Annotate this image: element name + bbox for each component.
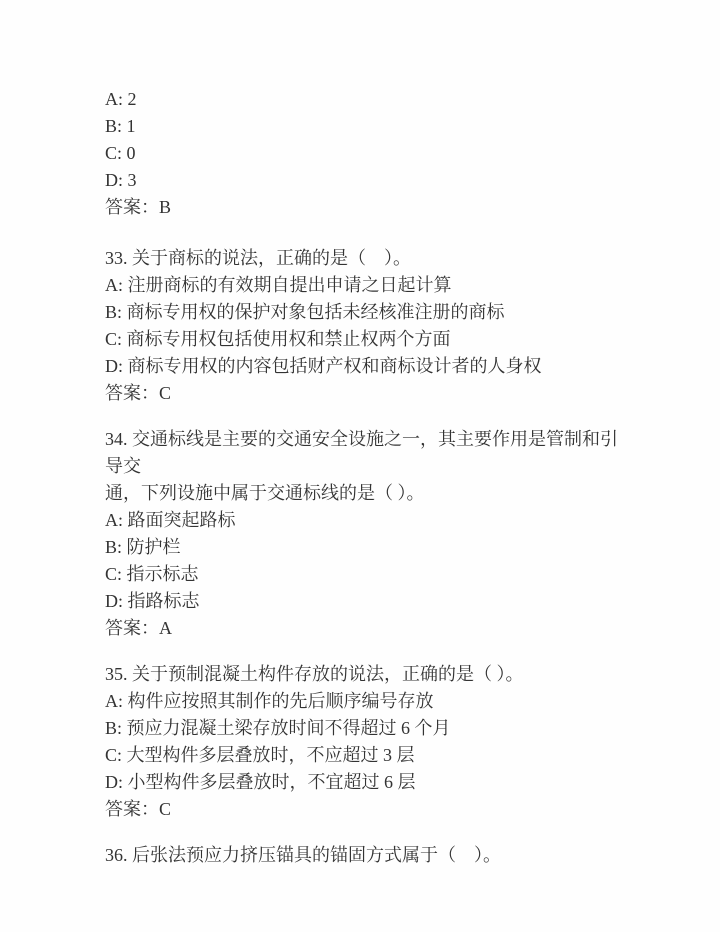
option-d: D: 指路标志 (105, 591, 200, 611)
option-b: B: 1 (105, 116, 136, 136)
option-b: B: 防护栏 (105, 537, 181, 557)
question-block-33 (105, 245, 620, 407)
option-d: D: 小型构件多层叠放时，不宜超过 6 层 (105, 772, 416, 792)
question-text-line-2: 通，下列设施中属于交通标线的是（ ）。 (105, 483, 425, 503)
question-text: 36. 后张法预应力挤压锚具的锚固方式属于（ ）。 (105, 845, 501, 865)
question-text: 35. 关于预制混凝土构件存放的说法，正确的是（ ）。 (105, 664, 524, 684)
option-a: A: 注册商标的有效期自提出申请之日起计算 (105, 275, 452, 295)
option-c: C: 0 (105, 143, 136, 163)
option-b: B: 商标专用权的保护对象包括未经核准注册的商标 (105, 302, 505, 322)
question-block-34 (105, 426, 620, 642)
option-a: A: 路面突起路标 (105, 510, 236, 530)
option-d: D: 商标专用权的内容包括财产权和商标设计者的人身权 (105, 356, 542, 376)
answer-line: 答案：C (105, 799, 172, 819)
option-c: C: 指示标志 (105, 564, 199, 584)
option-a: A: 构件应按照其制作的先后顺序编号存放 (105, 691, 434, 711)
answer-line: 答案：C (105, 383, 172, 403)
question-block-32-tail (105, 86, 620, 221)
answer-line: 答案：B (105, 197, 172, 217)
option-c: C: 商标专用权包括使用权和禁止权两个方面 (105, 329, 451, 349)
question-text: 33. 关于商标的说法，正确的是（ ）。 (105, 248, 411, 268)
question-block-35 (105, 661, 620, 823)
option-a: A: 2 (105, 89, 137, 109)
question-text-line-1: 34. 交通标线是主要的交通安全设施之一，其主要作用是管制和引导交 (105, 429, 618, 476)
question-block-36 (105, 842, 620, 869)
option-c: C: 大型构件多层叠放时，不应超过 3 层 (105, 745, 415, 765)
option-d: D: 3 (105, 170, 137, 190)
answer-line: 答案：A (105, 618, 172, 638)
option-b: B: 预应力混凝土梁存放时间不得超过 6 个月 (105, 718, 451, 738)
